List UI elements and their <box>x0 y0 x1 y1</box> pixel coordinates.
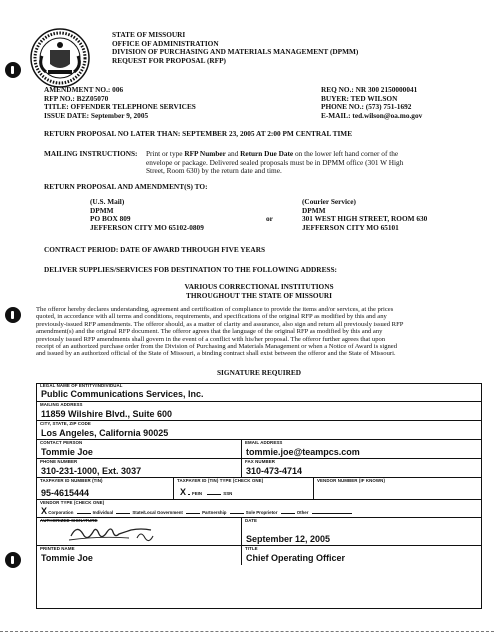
fein-checkbox[interactable]: X <box>180 487 187 497</box>
mailing-instructions: Print or type RFP Number and Return Due Date on the lower left hand corner of the envelope or package. Delivered sealed proposals must be in DPMM office (301 W High Street, Room 630) by the return date and time. <box>146 149 404 176</box>
rfp-title: TITLE: OFFENDER TELEPHONE SERVICES <box>44 102 196 112</box>
mailing-address-field[interactable]: 11859 Wilshire Blvd., Suite 600 <box>41 409 172 419</box>
corporation-checkbox[interactable]: X <box>41 506 48 516</box>
other-checkbox[interactable] <box>281 513 295 514</box>
mailing-row: MAILING ADDRESS 11859 Wilshire Blvd., Suite 600 <box>37 401 481 421</box>
printed-name-row: PRINTED NAME Tommie Joe TITLE Chief Operating Officer <box>37 545 481 565</box>
buyer-email: E-MAIL: ted.wilson@oa.mo.gov <box>321 110 423 120</box>
punch-hole-icon <box>5 552 21 568</box>
signature-row: AUTHORIZED SIGNATURE DATE September 12, 2005 <box>37 517 481 546</box>
punch-hole-icon <box>5 307 21 323</box>
buyer-phone: PHONE NO.: (573) 751-1692 <box>321 102 412 112</box>
header-line: STATE OF MISSOURI <box>112 30 186 39</box>
phone-row: PHONE NUMBER 310-231-1000, Ext. 3037 FAX NUMBER 310-473-4714 <box>37 458 481 478</box>
other-field[interactable] <box>312 513 352 514</box>
state-seal-icon <box>30 28 90 88</box>
destination: VARIOUS CORRECTIONAL INSTITUTIONS THROUGHOUT THE STATE OF MISSOURI <box>184 282 334 300</box>
return-to-label: RETURN PROPOSAL AND AMENDMENT(S) TO: <box>44 182 208 191</box>
partnership-checkbox[interactable] <box>186 513 200 514</box>
header-line: OFFICE OF ADMINISTRATION <box>112 38 219 48</box>
header-line: REQUEST FOR PROPOSAL (RFP) <box>112 55 226 65</box>
contract-period: CONTRACT PERIOD: DATE OF AWARD THROUGH FIVE YEARS <box>44 245 266 254</box>
page-edge-divider <box>0 631 494 632</box>
title-field[interactable]: Chief Operating Officer <box>246 553 346 563</box>
ssn-checkbox[interactable] <box>207 494 221 495</box>
issue-date: ISSUE DATE: September 9, 2005 <box>44 110 149 120</box>
contact-row: CONTACT PERSON Tommie Joe EMAIL ADDRESS tommie.joe@teampcs.com <box>37 439 481 459</box>
tin-field[interactable]: 95-4615444 <box>41 488 90 498</box>
rfp-info-left <box>44 86 196 120</box>
header-block <box>112 31 358 65</box>
signature-required: SIGNATURE REQUIRED <box>217 368 301 377</box>
sole-proprietor-checkbox[interactable] <box>230 513 244 514</box>
address-or: or <box>266 214 273 223</box>
header-line: DIVISION OF PURCHASING AND MATERIALS MANAGEMENT (DPMM) <box>112 47 359 57</box>
contact-person-field[interactable]: Tommie Joe <box>41 447 93 457</box>
address-courier: (Courier Service) DPMM 301 WEST HIGH STREET, ROOM 630 JEFFERSON CITY MO 65101 <box>302 197 428 232</box>
return-deadline: RETURN PROPOSAL NO LATER THAN: SEPTEMBER 23, 2005 AT 2:00 PM CENTRAL TIME <box>44 129 353 138</box>
city-row: CITY, STATE, ZIP CODE Los Angeles, California 90025 <box>37 420 481 440</box>
req-no: REQ NO.: NR 300 2150000041 <box>321 85 418 94</box>
deliver-line: DELIVER SUPPLIES/SERVICES FOB DESTINATION TO THE FOLLOWING ADDRESS: <box>44 265 337 274</box>
vendor-type-row: VENDOR TYPE (CHECK ONE) X Corporation Individual State/Local Government Partnership Sole Proprietor Other <box>37 499 481 518</box>
mailing-label: MAILING INSTRUCTIONS: <box>44 149 138 158</box>
individual-checkbox[interactable] <box>77 513 91 514</box>
signature-form <box>36 383 482 609</box>
email-field[interactable]: tommie.joe@teampcs.com <box>246 447 360 457</box>
punch-hole-icon <box>5 62 21 78</box>
certification-paragraph: The offeror hereby declares understanding, agreement and certification of compliance to provide the items and/or services, at the prices quoted, in accordance with all terms and conditions, requirements, and specifications of the original RFP as modified by this and any previously-issued RFP amendments. The offeror should, as a matter of clarity and assurance, also sign and return all previously issued RFP amendment(s) and the original RFP document. The offeror agrees that the language of the original RFP as modified by this and any previously issued RFP amendments shall govern in the event of a conflict with his/her proposal. The offeror further agrees that upon receipt of an authorized purchase order from the Division of Purchasing and Materials Management or when a Notice of Award is signed and issued by an authorized official of the State of Missouri, a binding contract shall exist between the offeror and the State of Missouri. <box>36 306 404 358</box>
printed-name-field[interactable]: Tommie Joe <box>41 553 93 563</box>
state-gov-checkbox[interactable] <box>116 513 130 514</box>
tin-type-options: X FEIN SSN <box>180 487 233 497</box>
address-usmail: (U.S. Mail) DPMM PO BOX 809 JEFFERSON CITY MO 65102-0809 <box>90 197 204 232</box>
fax-field[interactable]: 310-473-4714 <box>246 466 303 476</box>
vendor-type-options: X Corporation Individual State/Local Government Partnership Sole Proprietor Other <box>41 506 354 516</box>
rfp-no: RFP NO.: B2Z05070 <box>44 93 109 103</box>
legal-name-row: LEGAL NAME OF ENTITY/INDIVIDUAL Public Communications Services, Inc. <box>40 383 204 399</box>
phone-field[interactable]: 310-231-1000, Ext. 3037 <box>41 466 142 476</box>
city-state-zip-field[interactable]: Los Angeles, California 90025 <box>41 428 169 438</box>
tin-row: TAXPAYER ID NUMBER (TIN) 95-4615444 TAXPAYER ID (TIN) TYPE (CHECK ONE) X FEIN SSN VENDOR NUMBER (IF KNOWN) <box>37 477 481 500</box>
legal-name-field[interactable]: Public Communications Services, Inc. <box>41 389 204 399</box>
handwritten-signature[interactable] <box>67 522 177 544</box>
amendment-no: AMENDMENT NO.: 006 <box>44 85 124 94</box>
rfp-info-right <box>321 86 422 120</box>
buyer: BUYER: TED WILSON <box>321 93 398 103</box>
date-field[interactable]: September 12, 2005 <box>246 534 331 544</box>
